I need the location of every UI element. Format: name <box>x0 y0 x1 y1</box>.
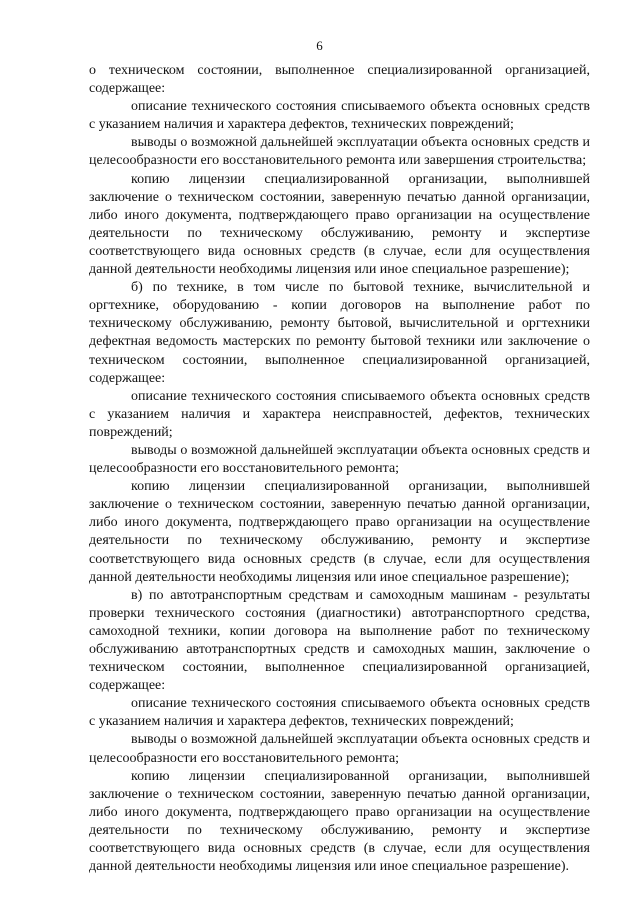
paragraph: б) по технике, в том числе по бытовой технике, вычислительной и оргтехнике, оборудованию - копии договоров на выполнение работ по техническому обслуживанию, ремонту бытовой, вычислительной и оргтехники дефектная ведомость мастерских по ремонту бытовой техники или заключение о техническом состоянии, выполненное специализированной организацией, содержащее: <box>89 280 590 386</box>
paragraph: копию лицензии специализированной организации, выполнившей заключение о техническом состоянии, заверенную печатью данной организации, либо иного документа, подтверждающего право организации на осуществление деятельности по техническому обслуживанию, ремонту и экспертизе соответствующего вида основных средств (в случае, если для осуществления данной деятельности необходимы лицензия или иное специальное разрешение); <box>89 171 590 278</box>
paragraph: выводы о возможной дальнейшей эксплуатации объекта основных средств и целесообразности его восстановительного ремонта; <box>89 442 590 477</box>
paragraph: описание технического состояния списываемого объекта основных средств с указанием наличия и характера неисправностей, дефектов, технических повреждений; <box>89 388 590 440</box>
paragraph: копию лицензии специализированной организации, выполнившей заключение о техническом состоянии, заверенную печатью данной организации, либо иного документа, подтверждающего право организации на осуществление деятельности по техническому обслуживанию, ремонту и экспертизе соответствующего вида основных средств (в случае, если для осуществления данной деятельности необходимы лицензия или иное специальное разрешение); <box>89 479 590 585</box>
paragraph: описание технического состояния списываемого объекта основных средств с указанием наличия и характера дефектов, технических повреждений; <box>89 99 590 133</box>
paragraph: описание технического состояния списываемого объекта основных средств с указанием наличия и характера дефектов, технических повреждений; <box>89 696 590 730</box>
page-number: 6 <box>316 38 323 53</box>
paragraph: выводы о возможной дальнейшей эксплуатации объекта основных средств и целесообразности его восстановительного ремонта; <box>89 732 590 766</box>
paragraph: в) по автотранспортным средствам и самоходным машинам - результаты проверки технического состояния (диагностики) автотранспортного средства, самоходной техники, копии договора на выполнение работ по техническому обслуживанию автотранспортных средств и самоходных машин, заключение о техническом состоянии, выполненное специализированной организацией, содержащее: <box>89 587 590 694</box>
paragraph: выводы о возможной дальнейшей эксплуатации объекта основных средств и целесообразности его восстановительного ремонта или завершения строительства; <box>89 135 590 169</box>
paragraph: копию лицензии специализированной организации, выполнившей заключение о техническом состоянии, заверенную печатью данной организации, либо иного документа, подтверждающего право организации на осуществление деятельности по техническому обслуживанию, ремонту и экспертизе соответствующего вида основных средств (в случае, если для осуществления данной деятельности необходимы лицензия или иное специальное разрешение). <box>89 768 590 875</box>
document-body <box>89 62 590 876</box>
paragraph: о техническом состоянии, выполненное специализированной организацией, содержащее: <box>89 63 590 97</box>
